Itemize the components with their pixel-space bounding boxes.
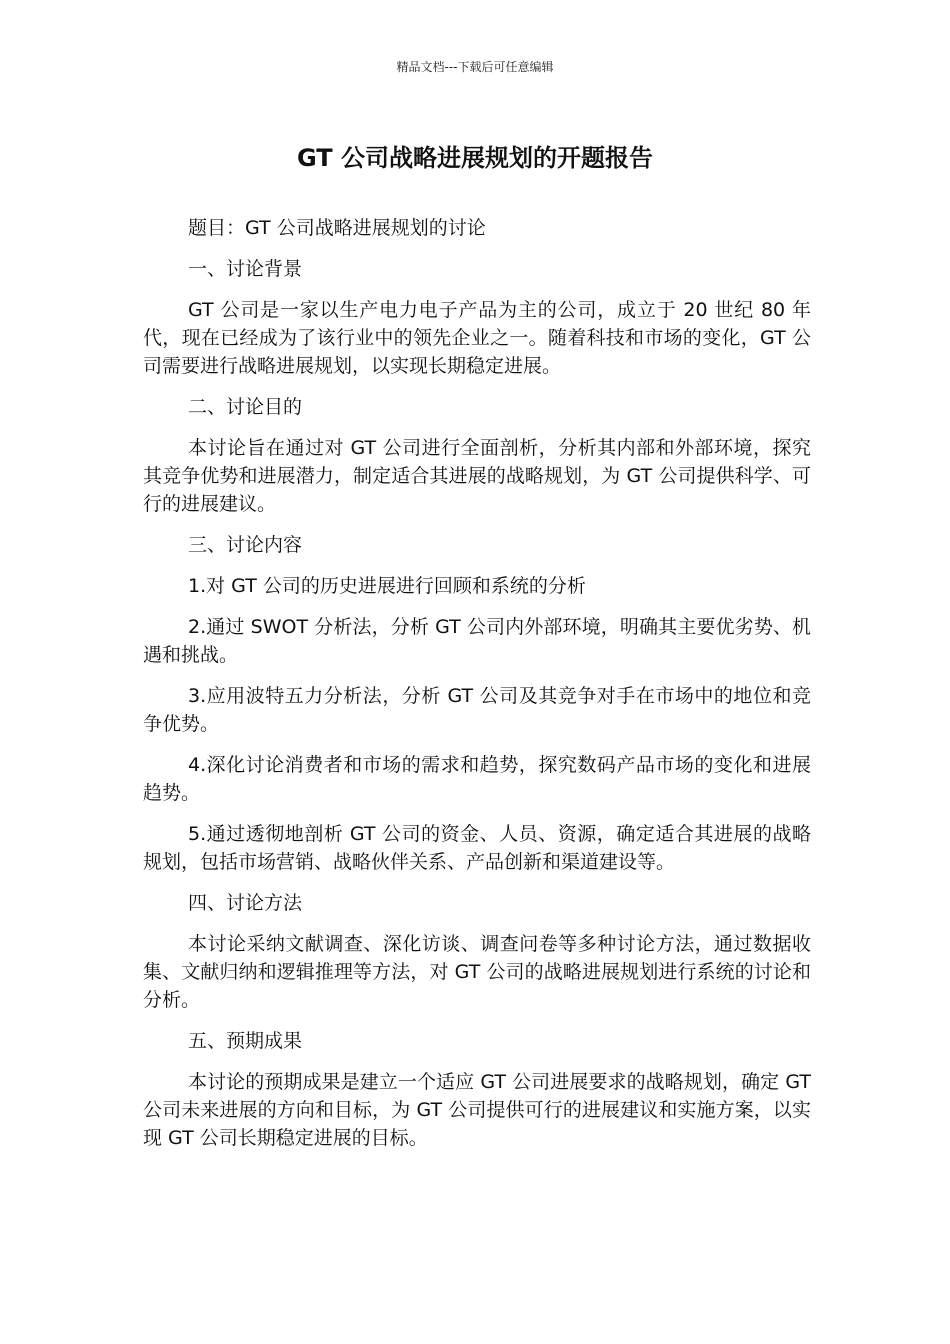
background-paragraph: GT 公司是一家以生产电力电子产品为主的公司，成立于 20 世纪 80 年代，现在已经成为了该行业中的领先企业之一。随着科技和市场的变化，GT 公司需要进行战略进展规划，以实现长期稳定进展。 — [143, 299, 811, 377]
document-body — [143, 214, 811, 1165]
section-heading-method: 四、讨论方法 — [188, 892, 303, 914]
section-heading-purpose: 二、讨论目的 — [188, 396, 303, 418]
section-heading-outcome: 五、预期成果 — [188, 1030, 303, 1052]
content-item-1: 1.对 GT 公司的历史进展进行回顾和系统的分析 — [188, 575, 586, 597]
header-note: 精品文档---下载后可任意编辑 — [396, 60, 554, 74]
method-paragraph: 本讨论采纳文献调查、深化访谈、调查问卷等多种讨论方法，通过数据收集、文献归纳和逻辑推理等方法，对 GT 公司的战略进展规划进行系统的讨论和分析。 — [143, 933, 811, 1011]
section-heading-background: 一、讨论背景 — [188, 258, 303, 280]
content-item-5: 5.通过透彻地剖析 GT 公司的资金、人员、资源，确定适合其进展的战略规划，包括市场营销、战略伙伴关系、产品创新和渠道建设等。 — [143, 823, 811, 873]
section-heading-content: 三、讨论内容 — [188, 534, 303, 556]
topic-line: 题目：GT 公司战略进展规划的讨论 — [188, 217, 486, 239]
outcome-paragraph: 本讨论的预期成果是建立一个适应 GT 公司进展要求的战略规划，确定 GT 公司未来进展的方向和目标，为 GT 公司提供可行的进展建议和实施方案，以实现 GT 公司长期稳定进展的目标。 — [143, 1071, 811, 1149]
document-title: GT 公司战略进展规划的开题报告 — [296, 144, 653, 172]
content-item-4: 4.深化讨论消费者和市场的需求和趋势，探究数码产品市场的变化和进展趋势。 — [143, 754, 811, 804]
content-item-3: 3.应用波特五力分析法，分析 GT 公司及其竞争对手在市场中的地位和竞争优势。 — [143, 685, 811, 735]
content-item-2: 2.通过 SWOT 分析法，分析 GT 公司内外部环境，明确其主要优劣势、机遇和挑战。 — [143, 616, 811, 666]
purpose-paragraph: 本讨论旨在通过对 GT 公司进行全面剖析，分析其内部和外部环境，探究其竞争优势和进展潜力，制定适合其进展的战略规划，为 GT 公司提供科学、可行的进展建议。 — [143, 437, 811, 515]
